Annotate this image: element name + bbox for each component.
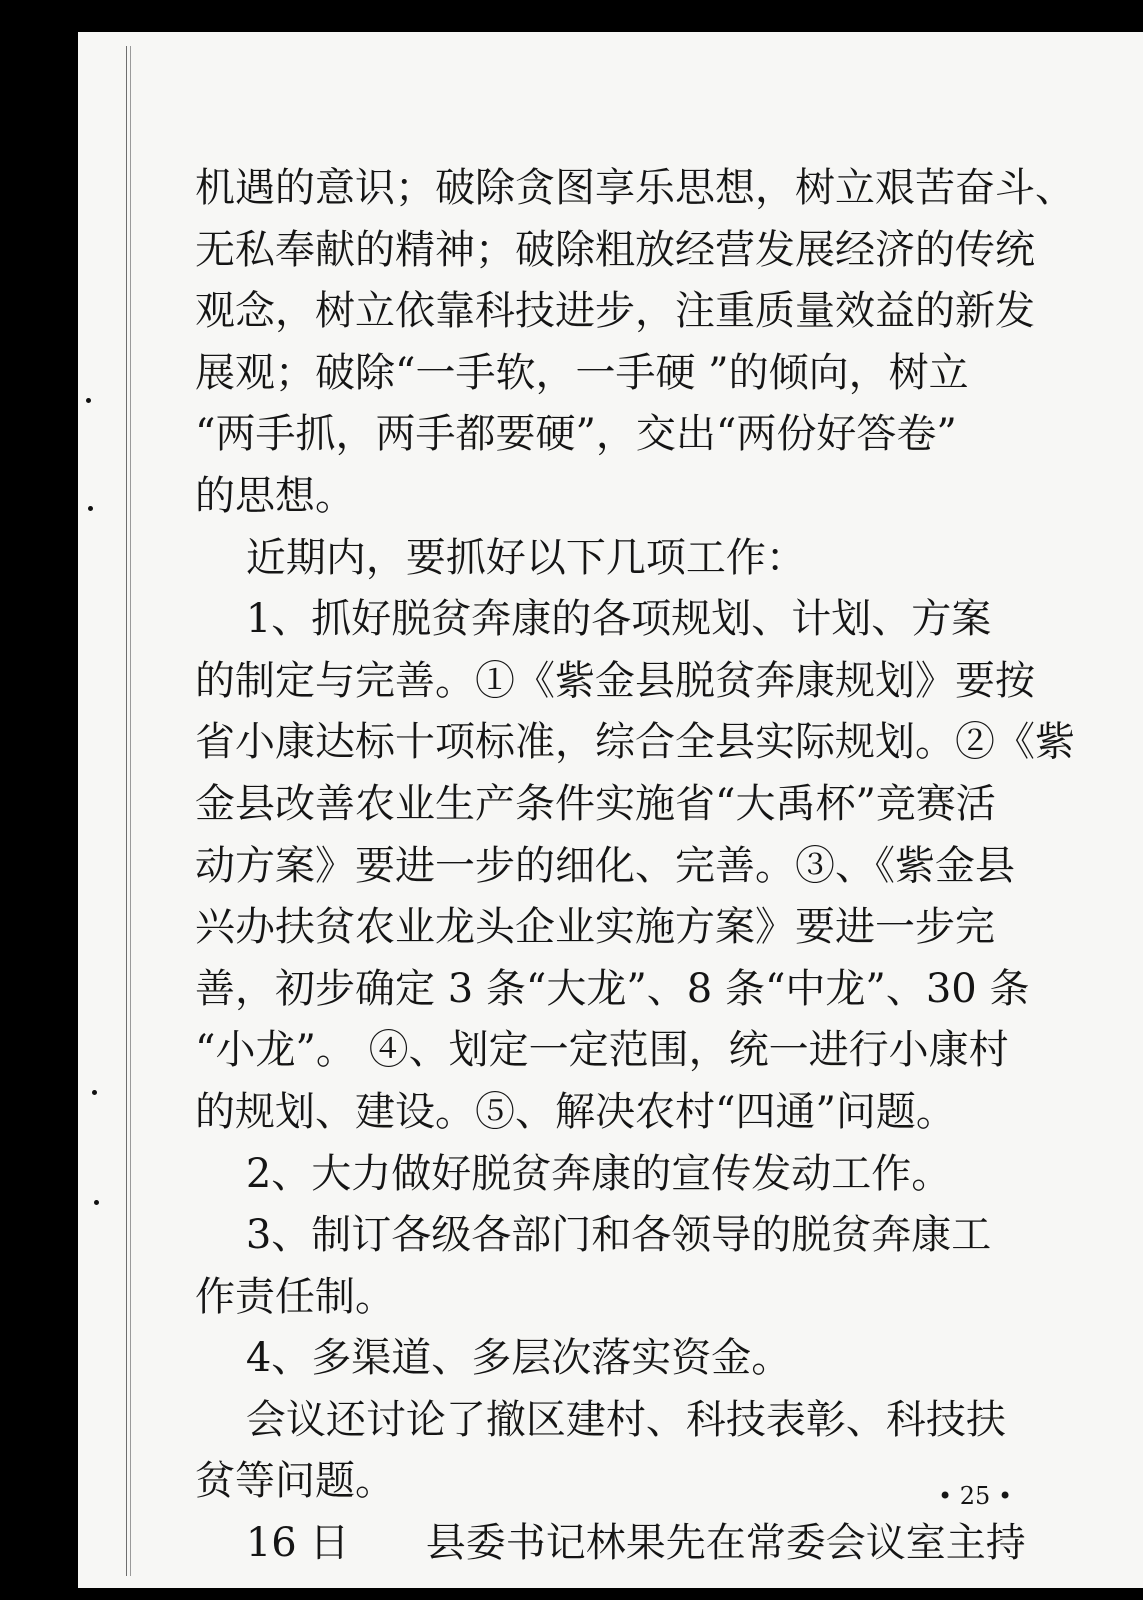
text-line: 的制定与完善。①《紫金县脱贫奔康规划》要按 [195, 657, 1035, 704]
text-line: 观念，树立依靠科技进步，注重质量效益的新发 [195, 288, 1035, 335]
text-line: 4、多渠道、多层次落实资金。 [195, 1335, 792, 1382]
text-line: 的思想。 [195, 472, 355, 519]
text-line: 无私奉献的精神；破除粗放经营发展经济的传统 [195, 226, 1035, 273]
text-line: 展观；破除“一手软，一手硬 ”的倾向，树立 [195, 349, 969, 396]
text-line: 作责任制。 [195, 1273, 395, 1320]
binding-hole-mark [94, 1200, 99, 1205]
text-line: 省小康达标十项标准，综合全县实际规划。②《紫 [195, 719, 1075, 766]
text-line: 贫等问题。 [195, 1458, 395, 1505]
binding-hole-mark [88, 506, 93, 511]
binding-rule-line [126, 46, 127, 1576]
text-line: 的规划、建设。⑤、解决农村“四通”问题。 [195, 1088, 956, 1135]
text-line: 近期内，要抓好以下几项工作： [195, 534, 806, 581]
text-line: 16 日 县委书记林果先在常委会议室主持 [195, 1520, 1026, 1567]
text-line: 善，初步确定 3 条“大龙”、8 条“中龙”、30 条 [195, 965, 1030, 1012]
text-line: 1、抓好脱贫奔康的各项规划、计划、方案 [195, 596, 992, 643]
text-line: 会议还讨论了撤区建村、科技表彰、科技扶 [195, 1396, 1006, 1443]
binding-rule-line-inner [130, 46, 131, 1576]
text-line: “小龙”。 ④、划定一定范围，统一进行小康村 [195, 1027, 1009, 1074]
text-line: 2、大力做好脱贫奔康的宣传发动工作。 [195, 1150, 952, 1197]
binding-hole-mark [86, 398, 91, 403]
page-number: • 25 • [938, 1482, 1013, 1510]
text-line: 3、制订各级各部门和各领导的脱贫奔康工 [195, 1212, 992, 1259]
text-line: 动方案》要进一步的细化、完善。③、《紫金县 [195, 842, 1015, 889]
text-line: 兴办扶贫农业龙头企业实施方案》要进一步完 [195, 904, 995, 951]
body-text [195, 158, 1075, 1575]
text-line: 金县改善农业生产条件实施省“大禹杯”竞赛活 [195, 780, 996, 827]
text-line: “两手抓，两手都要硬”，交出“两份好答卷” [195, 411, 957, 458]
binding-hole-mark [92, 1090, 97, 1095]
text-line: 机遇的意识；破除贪图享乐思想，树立艰苦奋斗、 [195, 165, 1075, 211]
